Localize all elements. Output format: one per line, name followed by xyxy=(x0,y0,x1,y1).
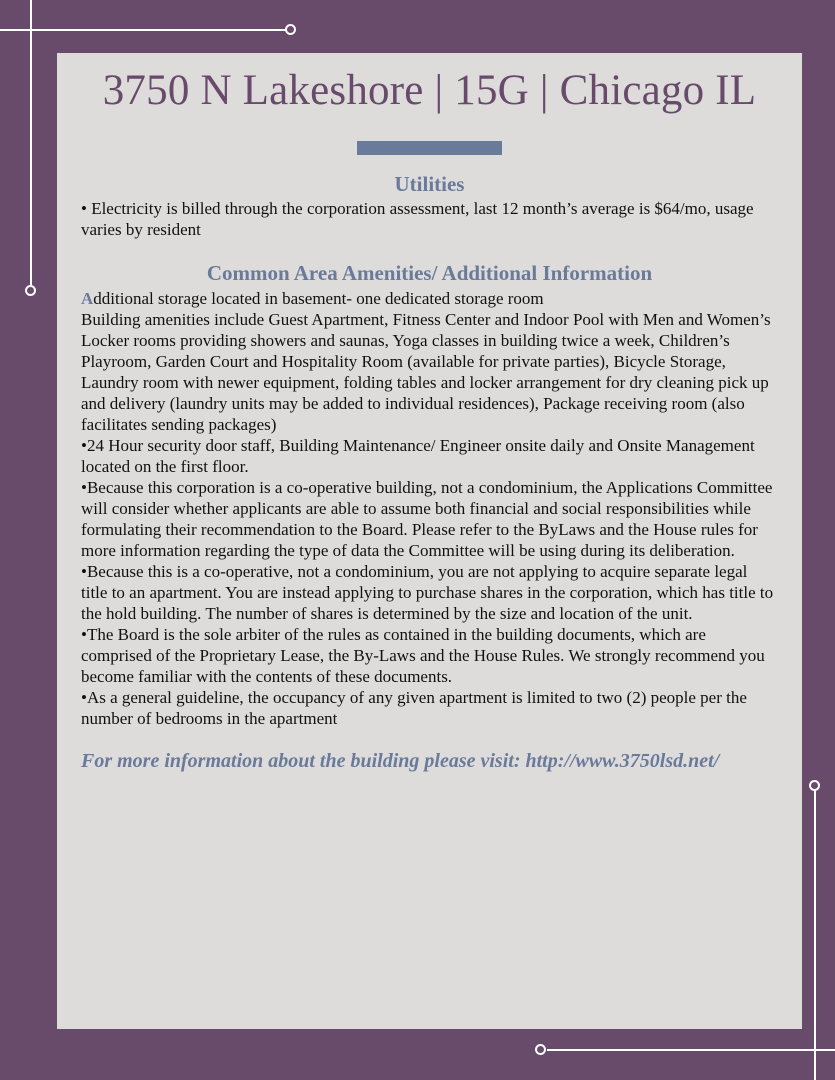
decor-circle-right xyxy=(809,780,820,791)
decor-circle-top xyxy=(285,24,296,35)
decor-line-bottom xyxy=(547,1049,835,1051)
decor-circle-bottom xyxy=(535,1044,546,1055)
content-panel xyxy=(57,53,802,1029)
decor-line-top xyxy=(0,29,286,31)
utilities-heading: Utilities xyxy=(394,172,465,196)
page-title: 3750 N Lakeshore | 15G | Chicago IL xyxy=(102,67,757,114)
storage-text: dditional storage located in basement- one dedicated storage room xyxy=(93,289,544,308)
security-paragraph: •24 Hour security door staff, Building Maintenance/ Engineer onsite daily and Onsite Management located on the first floor. xyxy=(81,436,755,476)
amenities-heading: Common Area Amenities/ Additional Information xyxy=(206,261,653,285)
storage-drop-cap: A xyxy=(81,289,94,308)
decor-line-right xyxy=(814,791,816,1080)
more-info-link[interactable]: For more information about the building please visit: http://www.3750lsd.net/ xyxy=(81,750,720,772)
utilities-text: • Electricity is billed through the corporation assessment, last 12 month’s average is $64/mo, usage varies by resident xyxy=(81,199,754,239)
storage-paragraph xyxy=(81,288,778,309)
coop-shares-paragraph: •Because this is a co-operative, not a condominium, you are not applying to acquire separate legal title to an apartment. You are instead applying to purchase shares in the corporation, which has title to the hold building. The number of shares is determined by the size and location of the unit. xyxy=(81,562,774,623)
coop-committee-paragraph: •Because this corporation is a co-operative building, not a condominium, the Applications Committee will consider whether applicants are able to assume both financial and social responsibilities while formulating their recommendation to the Board. Please refer to the ByLaws and the House rules for more information regarding the type of data the Committee will be using during its deliberation. xyxy=(81,478,773,560)
decor-circle-left xyxy=(25,285,36,296)
decor-line-left xyxy=(30,0,32,285)
building-amenities-paragraph: Building amenities include Guest Apartment, Fitness Center and Indoor Pool with Men and Women’s Locker rooms providing showers and saunas, Yoga classes in building twice a week, Children’s Playroom, Garden Court and Hospitality Room (available for private parties), Bicycle Storage, Laundry room with newer equipment, folding tables and locker arrangement for dry cleaning pick up and delivery (laundry units may be added to individual residences), Package receiving room (also facilitates sending packages) xyxy=(81,310,771,434)
title-underline-bar xyxy=(357,141,502,155)
occupancy-paragraph: •As a general guideline, the occupancy of any given apartment is limited to two (2) people per the number of bedrooms in the apartment xyxy=(81,688,747,728)
board-paragraph: •The Board is the sole arbiter of the rules as contained in the building documents, which are comprised of the Proprietary Lease, the By-Laws and the House Rules. We strongly recommend you become familiar with the contents of these documents. xyxy=(81,625,765,686)
